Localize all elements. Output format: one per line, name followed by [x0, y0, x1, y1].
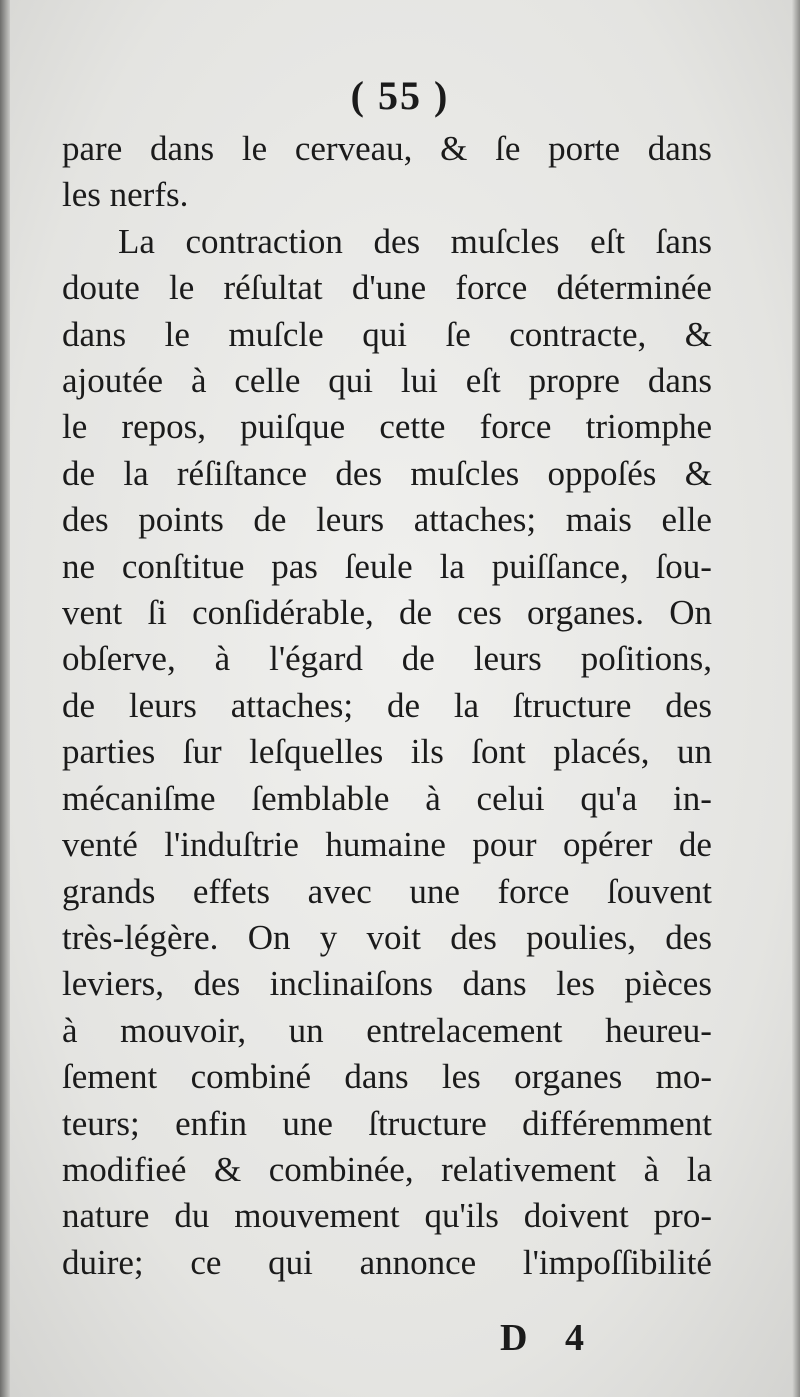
text-line: La contraction des muſcles eſt ſans	[118, 221, 712, 261]
text-line: modifieé & combinée, relativement à la	[62, 1149, 712, 1189]
text-line: grands effets avec une force ſouvent	[62, 871, 712, 911]
signature-mark: D 4	[500, 1317, 598, 1359]
text-line: duire; ce qui annonce l'impoſſibilité	[62, 1242, 712, 1282]
text-line: doute le réſultat d'une force déterminée	[62, 268, 712, 308]
text-line: des points de leurs attaches; mais elle	[62, 500, 712, 540]
text-line: de la réſiſtance des muſcles oppoſés &	[62, 453, 712, 493]
text-line: le repos, puiſque cette force triomphe	[62, 407, 712, 447]
text-line: venté l'induſtrie humaine pour opérer de	[62, 825, 712, 865]
text-line: dans le muſcle qui ſe contracte, &	[62, 314, 712, 354]
text-line: mécaniſme ſemblable à celui qu'a in-	[62, 778, 712, 818]
page-right-edge-shadow	[792, 0, 800, 1397]
text-line: ſement combiné dans les organes mo-	[62, 1057, 712, 1097]
text-line: vent ſi conſidérable, de ces organes. On	[62, 593, 712, 633]
text-line: teurs; enfin une ſtructure différemment	[62, 1103, 712, 1143]
text-line: de leurs attaches; de la ſtructure des	[62, 685, 712, 725]
page-left-edge-shadow	[0, 0, 10, 1397]
page-number: ( 55 )	[350, 73, 450, 118]
body-text	[62, 126, 712, 1286]
text-line: pare dans le cerveau, & ſe porte dans	[62, 129, 712, 168]
text-line: à mouvoir, un entrelacement heureu-	[62, 1010, 712, 1050]
text-line: les nerfs.	[62, 175, 189, 215]
text-line: très-légère. On y voit des poulies, des	[62, 917, 712, 957]
text-line: ajoutée à celle qui lui eſt propre dans	[62, 361, 712, 401]
text-line: leviers, des inclinaiſons dans les pièces	[62, 964, 712, 1004]
text-line: nature du mouvement qu'ils doivent pro-	[62, 1196, 712, 1236]
text-line: ne conſtitue pas ſeule la puiſſance, ſou-	[62, 546, 712, 586]
text-line: obſerve, à l'égard de leurs poſitions,	[62, 639, 712, 679]
text-line: parties ſur leſquelles ils ſont placés, un	[62, 732, 712, 772]
